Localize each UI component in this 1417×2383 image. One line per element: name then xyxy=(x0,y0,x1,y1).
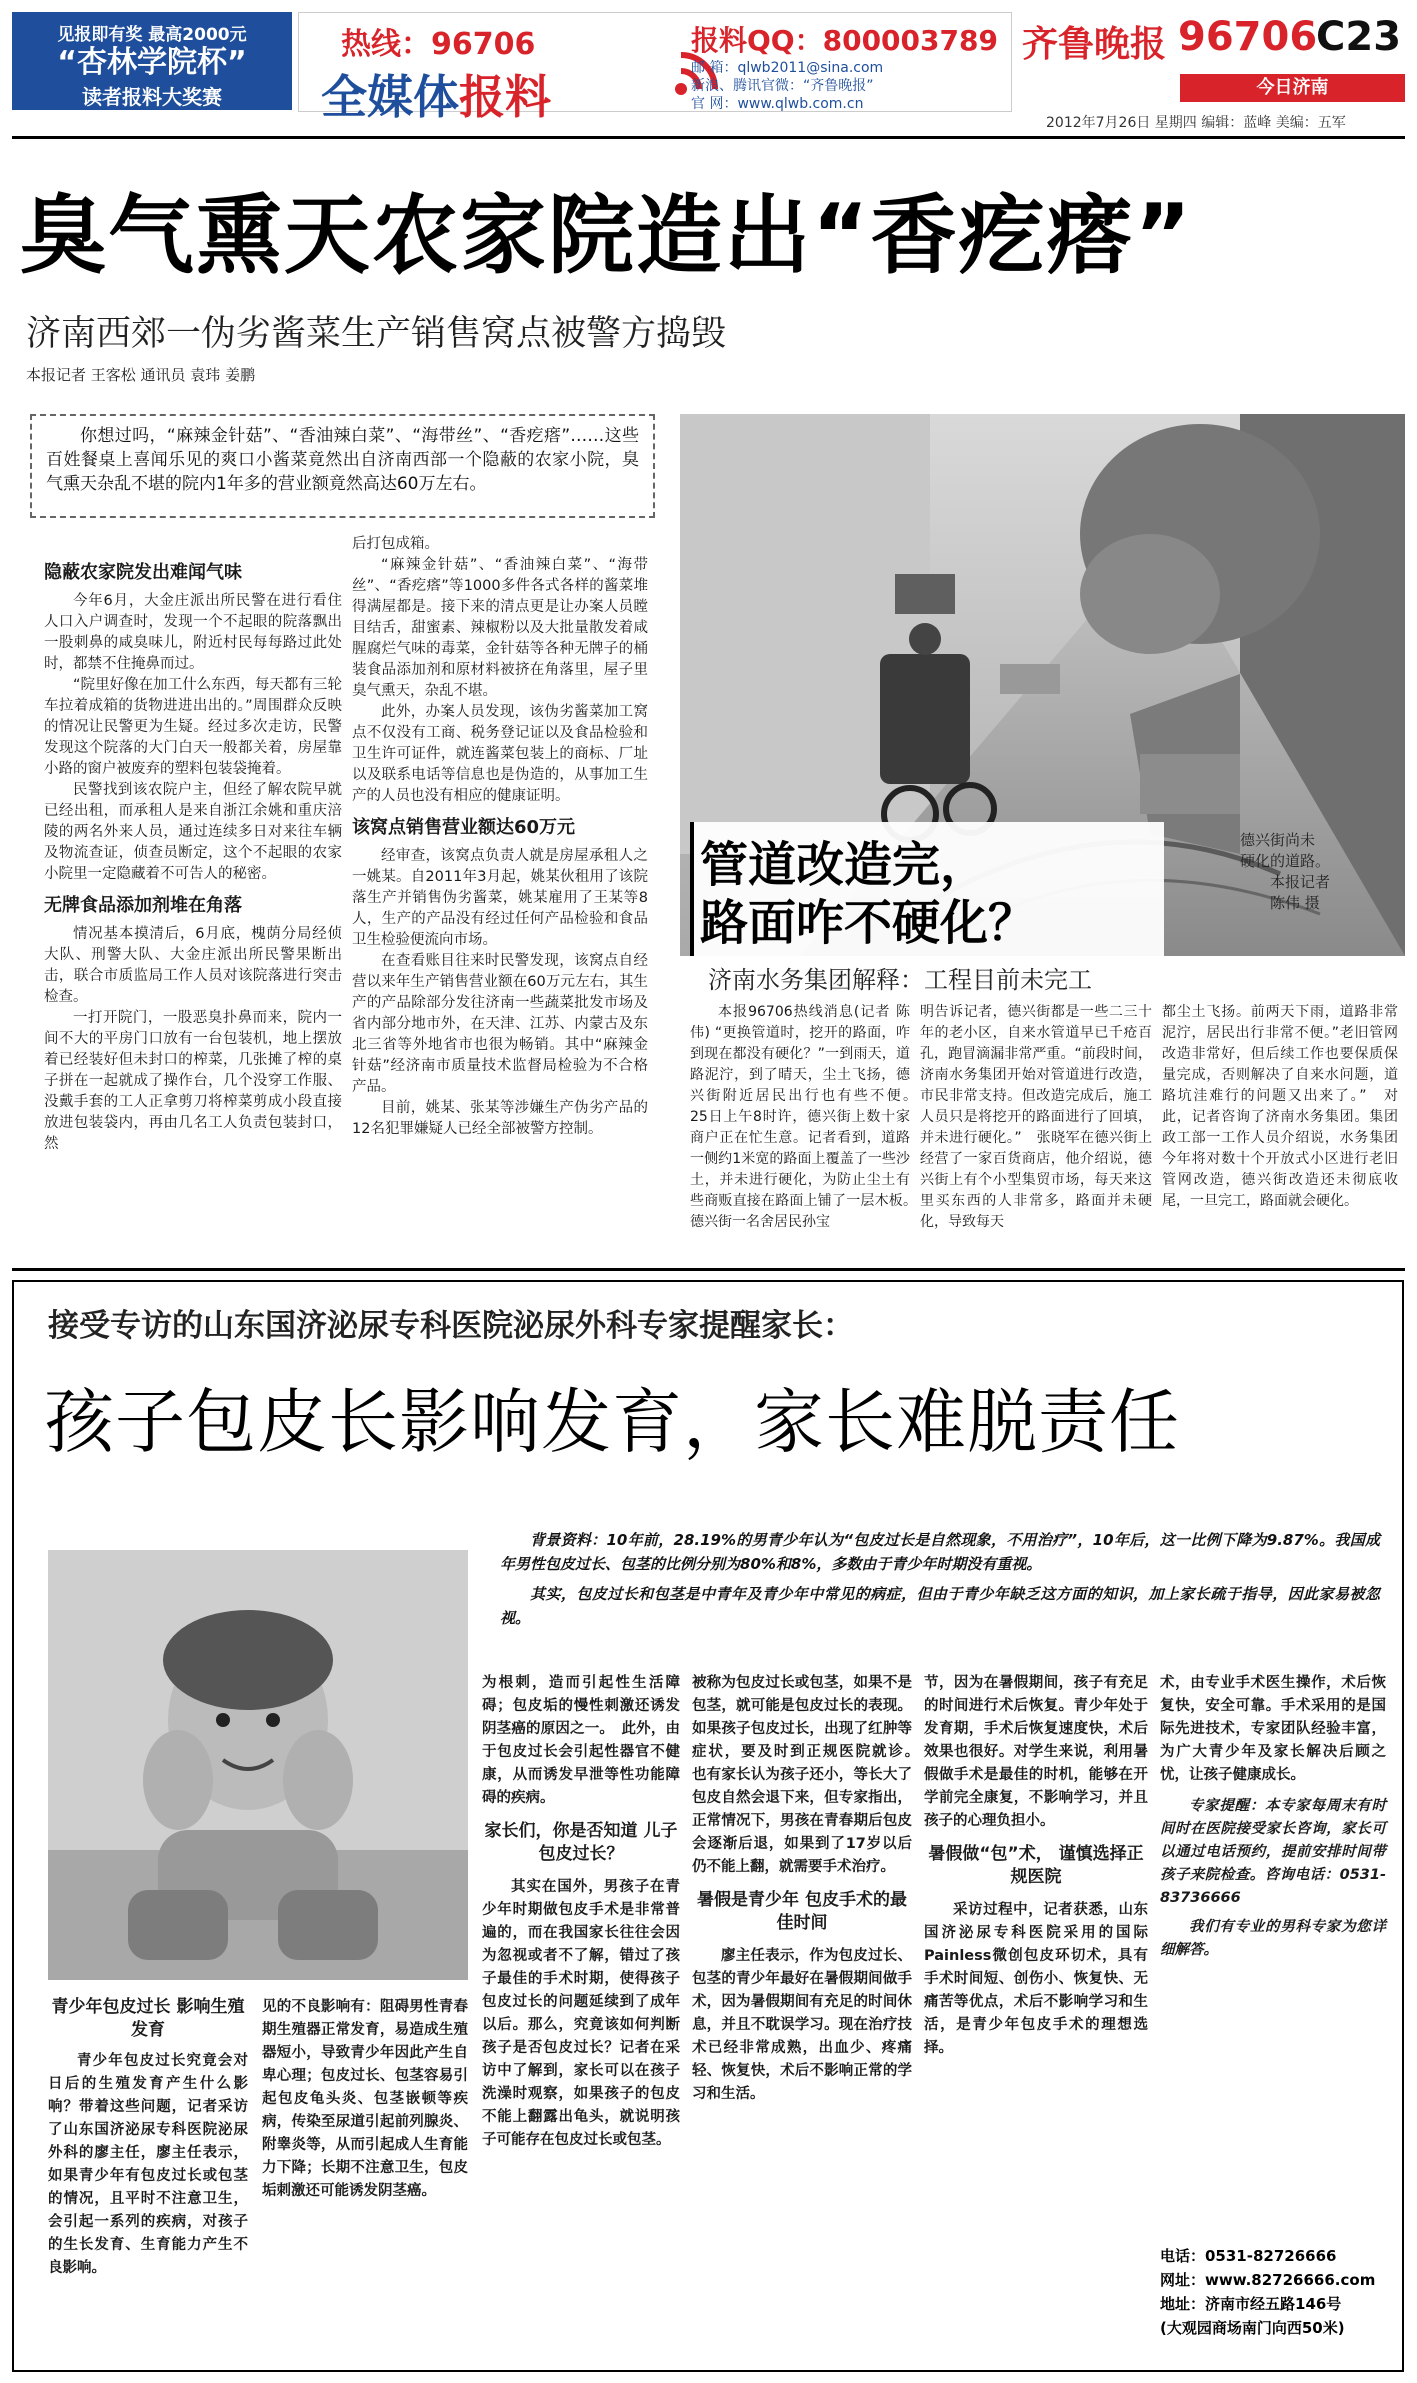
ad-sub-a: 青少年包皮过长 影响生殖发育 xyxy=(51,1997,245,2040)
promo-line3: 读者报料大奖赛 xyxy=(82,85,222,109)
ad-sub-d: 暑假是青少年 包皮手术的最佳时间 xyxy=(697,1890,907,1933)
paper-phone: 96706 xyxy=(1178,14,1318,60)
photo-caption xyxy=(1240,830,1400,914)
story1-col1-p5: 一打开院门，一股恶臭扑鼻而来，院内一间不大的平房门口放有一台包装机，地上摆放着已经装好但未封口的榨菜，几张摊了榨的桌子拼在一起就成了操作台，几个没穿工作服、没戴手套的工人正拿剪刀将榨菜剪成小段直接放进包装袋内，再由几名工人负责包装封口，然 xyxy=(44,1010,342,1152)
ad-text-d2: 廖主任表示，作为包皮过长、包茎的青少年最好在暑假期间做手术，因为暑假期间有充足的时间休息，并且不耽误学习。现在治疗技术已经非常成熟，出血少、疼痛轻、恢复快，术后不影响正常的学习和生活。 xyxy=(692,1948,912,2102)
hotline-banner xyxy=(298,12,1012,124)
story1-sub3: 该窝点销售营业额达60万元 xyxy=(352,817,576,838)
page-number: C23 xyxy=(1316,14,1402,60)
story1-col2-p5: 在查看账目往来时民警发现，该窝点自经营以来年生产销售营业额在60万元左右，其生产的产品除部分发往济南一些蔬菜批发市场及省内部分地市外，在天津、江苏、内蒙古及东北三省等外地省市也很为畅销。其中“麻辣金针菇”经济南市质量技术监督局检验为不合格产品。 xyxy=(352,953,648,1095)
caption-line3: 本报记者 xyxy=(1270,873,1331,891)
ad-col-f xyxy=(1160,1672,1386,2232)
qq-label: 报料QQ：800003789 xyxy=(691,24,998,57)
mail-line: 邮 箱：qlwb2011@sina.com xyxy=(691,60,884,76)
story1-col2-p1: 后打包成箱。 xyxy=(352,536,439,552)
story2-col-a: 本报96706热线消息(记者 陈伟) “更换管道时，挖开的路面，咋到现在都没有硬化？”一到雨天，道路泥泞，到了晴天，尘土飞扬，德兴街附近居民出行也有些不便。 25日上午8时许，德兴街上数十家商户正在忙生意。记者看到，道路一侧约1米宽的路面上覆盖了一些沙土，并未进行硬化，为防止尘土有些商贩直接在路面上铺了一层木板。 德兴街一名舍居民孙宝 xyxy=(690,1004,924,1230)
ad-text-c2: 其实在国外，男孩子在青少年时期做包皮手术是非常普遍的，而在我国家长往往会因为忽视或者不了解，错过了孩子最佳的手术时期，使得孩子包皮过长的问题延续到了成年以后。那么，究竟该如何判断孩子是否包皮过长？记者在采访中了解到，家长可以在孩子洗澡时观察，如果孩子的包皮不能上翻露出龟头，就说明孩子可能存在包皮过长或包茎。 xyxy=(482,1879,680,2148)
caption-line1: 德兴街尚未 xyxy=(1240,831,1316,849)
story1-col1-p2: “院里好像在加工什么东西，每天都有三轮车拉着成箱的货物进进出出的。”周围群众反映的情况让民警更为生疑。经过多次走访，民警发现这个院落的大门白天一般都关着，房屋靠小路的窗户被废弃的塑料包装袋掩着。 xyxy=(44,677,342,777)
story1-lead: 你想过吗，“麻辣金针菇”、“香油辣白菜”、“海带丝”、“香疙瘩”……这些百姓餐桌上喜闻乐见的爽口小酱菜竟然出自济南西部一个隐蔽的农家小院，臭气熏天杂乱不堪的院内1年多的营业额竟然高达60万左右。 xyxy=(46,426,639,494)
weibo-line: 新浪、腾讯官微：“齐鲁晚报” xyxy=(691,78,874,94)
contact-phone: 电话：0531-82726666 xyxy=(1160,2247,1337,2265)
story1-col2-p3: 此外，办案人员发现，该伪劣酱菜加工窝点不仅没有工商、税务登记证以及食品检验和卫生许可证件，就连酱菜包装上的商标、厂址以及联系电话等信息也是伪造的，从事加工生产的人员也没有相应的健康证明。 xyxy=(352,704,648,804)
big-label-report: 报料 xyxy=(459,70,551,124)
ad-col-c xyxy=(482,1672,680,2364)
ad-text-d: 被称为包皮过长或包茎，如果不是包茎，就可能是包皮过长的表现。如果孩子包皮过长，出现了红肿等症状，要及时到正规医院就诊。 也有家长认为孩子还小，等长大了包皮自然会退下来，但专家指出，正常情况下，男孩在青春期后包皮会逐渐后退，如果到了17岁以后仍不能上翻，就需要手术治疗。 xyxy=(692,1675,927,1875)
date-line: 2012年7月26日 星期四 编辑：蓝峰 美编：五军 xyxy=(1046,115,1346,131)
ad-intro-1: 背景资料：10年前，28.19%的男青少年认为“包皮过长是自然现象，不用治疗”，10年后，这一比例下降为9.87%。我国成年男性包皮过长、包茎的比例分别为80%和8%，多数由于青少年时期没有重视。 xyxy=(500,1531,1380,1573)
section-tag xyxy=(1180,74,1405,102)
ad-col-b: 见的不良影响有：阻碍男性青春期生殖器正常发育，易造成生殖器短小，导致青少年因此产生自卑心理；包皮过长、包茎容易引起包皮龟头炎、包茎嵌顿等疾病，传染至尿道引起前列腺炎、附睾炎等，从而引起成人生育能力下降；长期不注意卫生，包皮垢刺激还可能诱发阴茎癌。 xyxy=(262,1999,468,2199)
story2-headline-2: 路面咋不硬化？ xyxy=(700,895,1037,951)
story1-col1-p1: 今年6月，大金庄派出所民警在进行看住人口入户调查时，发现一个不起眼的院落飘出一股刺鼻的咸臭味儿，附近村民每每路过此处时，都禁不住掩鼻而过。 xyxy=(44,593,342,672)
ad-kicker: 接受专访的山东国济泌尿专科医院泌尿外科专家提醒家长： xyxy=(48,1308,854,1344)
story1-col1 xyxy=(44,552,342,1262)
promo-line1: 见报即有奖 最高2000元 xyxy=(57,25,247,45)
story2-headline-1: 管道改造完， xyxy=(700,837,989,893)
story2-col-c: 都尘土飞扬。前两天下雨，道路非常泥泞，居民出行非常不便。”老旧管网改造非常好，但后续工作也要保质保量完成，否则解决了自来水问题，道路坑洼难行的问题又出来了。” 对此，记者咨询了济南水务集团。集团政工部一工作人员介绍说，水务集团今年将对数十个开放式小区进行老旧管网改造，德兴街改造还未彻底收尾，一旦完工，路面就会硬化。 xyxy=(1162,1004,1398,1209)
ad-text-c: 为根刺，造而引起性生活障碍；包皮垢的慢性刺激还诱发阴茎癌的原因之一。 此外，由于包皮过长会引起性器官不健康，从而诱发早泄等性功能障碍的疾病。 xyxy=(482,1675,680,1806)
ad-col-a xyxy=(48,1996,248,2364)
mid-rule xyxy=(12,1268,1405,1271)
header-rule xyxy=(12,136,1405,139)
big-label-media: 全媒体 xyxy=(321,70,459,124)
ad-col-d xyxy=(692,1672,927,2364)
ad-contact xyxy=(1160,2244,1396,2340)
ad-sub-e: 暑假做“包”术， 谨慎选择正规医院 xyxy=(928,1844,1144,1887)
story1-col2-p2: “麻辣金针菇”、“香油辣白菜”、“海带丝”、“香疙瘩”等1000多件各式各样的酱菜堆得满屋都是。接下来的清点更是让办案人员瞠目结舌，甜蜜素、辣椒粉以及大批量散发着咸腥腐烂气味的毒菜，金针菇等各种无牌子的桶装食品添加剂和原材料被挤在角落里，屋子里臭气熏天，杂乱不堪。 xyxy=(352,557,648,699)
story2-col-b: 明告诉记者，德兴街都是一些二三十年的老小区，自来水管道早已千疮百孔，跑冒滴漏非常严重。“前段时间，济南水务集团开始对管道进行改造，市民非常支持。但改造完成后，施工人员只是将挖开的路面进行了回填，并未进行硬化。” 张晓军在德兴街上经营了一家百货商店，他介绍说，德兴街上有个小型集贸市场，每天来这里买东西的人非常多，路面并未硬化，导致每天 xyxy=(920,1004,1152,1230)
ad-text-f2: 专家提醒：本专家每周末有时间时在医院接受家长咨询，家长可以通过电话预约，提前安排时间带孩子来院检查。咨询电话：0531-83736666 xyxy=(1160,1798,1386,1906)
ad-headline: 孩子包皮长影响发育，家长难脱责任 xyxy=(44,1381,1180,1463)
contact-address: 地址：济南市经五路146号 xyxy=(1160,2295,1342,2313)
story1-col1-p4: 情况基本摸清后，6月底，槐荫分局经侦大队、刑警大队、大金庄派出所民警果断出击，联合市质监局工作人员对该院落进行突击检查。 xyxy=(44,926,342,1005)
contact-web: 网址：www.82726666.com xyxy=(1160,2271,1376,2289)
ad-text-f3: 我们有专业的男科专家为您详细解答。 xyxy=(1160,1919,1386,1958)
story1-col2 xyxy=(352,534,648,1262)
hotline-label: 热线：96706 xyxy=(341,27,536,62)
story1-col1-p3: 民警找到该农院户主，但经了解农院早就已经出租，而承租人是来自浙江余姚和重庆涪陵的两名外来人员，通过连续多日对来往车辆及物流查证，侦查员断定，这个不起眼的农家小院里一定隐藏着不可告人的秘密。 xyxy=(44,782,342,882)
story1-subhead: 济南西郊一伪劣酱菜生产销售窝点被警方捣毁 xyxy=(26,314,727,354)
caption-line2: 硬化的道路。 xyxy=(1240,852,1331,870)
ad-intro xyxy=(500,1528,1380,1630)
ad-text-a: 青少年包皮过长究竟会对日后的生殖发育产生什么影响？带着这些问题，记者采访了山东国济泌尿专科医院泌尿外科的廖主任，廖主任表示，如果青少年有包皮过长或包茎的情况，且平时不注意卫生，会引起一系列的疾病，对孩子的生长发育、生育能力产生不良影响。 xyxy=(48,2053,248,2276)
ad-text-e: 节，因为在暑假期间，孩子有充足的时间进行术后恢复。青少年处于发育期，手术后恢复速度快，术后效果也很好。对学生来说，利用暑假做手术是最佳的时机，能够在开学前完全康复，不影响学习，并且孩子的心理负担小。 xyxy=(924,1675,1148,1829)
story1-col2-p4: 经审查，该窝点负责人就是房屋承租人之一姚某。自2011年3月起，姚某伙租用了该院落生产并销售伪劣酱菜，姚某雇用了王某等8人，生产的产品没有经过任何产品检验和食品卫生检验便流向市场。 xyxy=(352,848,648,948)
story1-sub1: 隐蔽农家院发出难闻气味 xyxy=(44,562,242,583)
site-line: 官 网：www.qlwb.com.cn xyxy=(691,96,864,112)
promo-line2: “杏林学院杯” xyxy=(57,45,247,80)
paper-name: 齐鲁晚报 xyxy=(1022,23,1167,65)
ad-text-f: 术，由专业手术医生操作，术后恢复快，安全可靠。手术采用的是国际先进技术，专家团队经验丰富，为广大青少年及家长解决后顾之忧，让孩子健康成长。 xyxy=(1160,1675,1386,1783)
ad-text-e2: 采访过程中，记者获悉，山东国济泌尿专科医院采用的国际Painless微创包皮环切术，具有手术时间短、创伤小、恢复快、无痛苦等优点，术后不影响学习和生活，是青少年包皮手术的理想选择。 xyxy=(924,1902,1148,2056)
story1-lead-box xyxy=(30,414,655,518)
story1-headline: 臭气熏天农家院造出“香疙瘩” xyxy=(20,186,1194,286)
child-photo xyxy=(48,1550,468,1980)
story2-subhead: 济南水务集团解释：工程目前未完工 xyxy=(708,966,1092,994)
section-label: 今日济南 xyxy=(1256,77,1329,98)
story1-byline: 本报记者 王客松 通讯员 袁玮 姜鹏 xyxy=(26,366,256,384)
contact-address-note: (大观园商场南门向西50米) xyxy=(1160,2319,1345,2337)
ad-intro-2: 其实，包皮过长和包茎是中青年及青少年中常见的病症，但由于青少年缺乏这方面的知识，加上家长疏于指导，因此家易被忽视。 xyxy=(500,1585,1380,1627)
promo-box xyxy=(12,12,292,110)
caption-line4: 陈伟 摄 xyxy=(1270,894,1320,912)
story1-col2-p6: 目前，姚某、张某等涉嫌生产伪劣产品的12名犯罪嫌疑人已经全部被警方控制。 xyxy=(352,1100,648,1137)
ad-col-e xyxy=(924,1672,1148,2364)
ad-sub-c: 家长们，你是否知道 儿子包皮过长？ xyxy=(484,1821,678,1864)
story1-sub2: 无牌食品添加剂堆在角落 xyxy=(44,895,242,916)
